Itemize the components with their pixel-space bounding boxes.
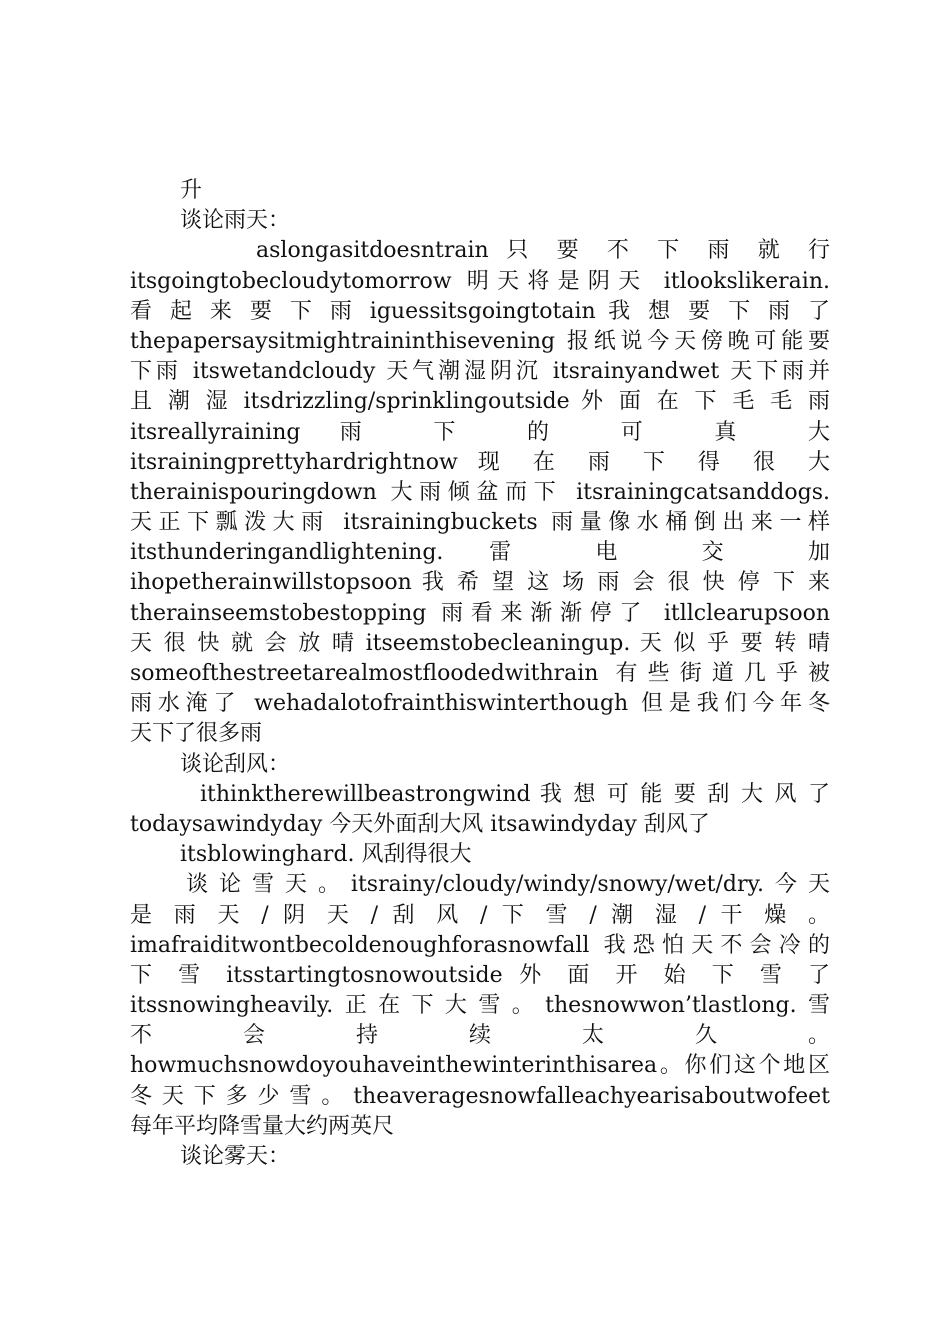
text-line: 天正下瓢泼大雨 itsrainingbuckets 雨量像水桶倒出来一样	[130, 510, 830, 536]
text-line: itsthunderingandlightening. 雷 电 交 加	[130, 540, 830, 566]
text-line: 冬天下多少雪。theaveragesnowfalleachyearisaboutwofeet	[130, 1083, 830, 1109]
text-line: itsreallyraining 雨 下 的 可 真 大	[130, 419, 830, 445]
text-line: 雨水淹了 wehadalotofrainthiswinterthough 但是我们今年冬	[130, 691, 830, 717]
text-line: 下雨 itswetandcloudy 天气潮湿阴沉 itsrainyandwet 天下雨并	[130, 359, 830, 385]
text-line: therainseemstobestopping 雨看来渐渐停了 itllclearupsoon	[130, 600, 830, 626]
text-line: ihopetherainwillstopsoon 我 希 望 这 场 雨 会 很 快 停 下 来	[130, 570, 830, 596]
text-line: 且 潮 湿 itsdrizzling/sprinklingoutside 外 面 在 下 毛 毛 雨	[130, 389, 830, 415]
text-line: itsrainingprettyhardrightnow 现 在 雨 下 得 很 大	[130, 449, 830, 475]
section-heading-snow: 谈论雪天。itsrainy/cloudy/windy/snowy/wet/dry.今天	[186, 872, 830, 898]
section-heading-fog: 谈论雾天：	[180, 1144, 291, 1169]
text-line: 天下了很多雨	[130, 721, 263, 747]
text-line: itssnowingheavily.正在下大雪。thesnowwon’tlastlong.雪	[130, 993, 830, 1019]
text-line: 升	[180, 178, 203, 203]
text-line: 不 会 持 续 太 久 。	[130, 1023, 830, 1049]
text-line: 每年平均降雪量大约两英尺	[130, 1113, 395, 1139]
text-line: thepapersaysitmightraininthisevening 报纸说今天傍晚可能要	[130, 328, 830, 354]
section-heading-wind: 谈论刮风：	[180, 751, 291, 777]
text-line: therainispouringdown 大雨倾盆而下 itsrainingcatsanddogs.	[130, 479, 830, 505]
text-line: howmuchsnowdoyouhaveinthewinterinthisarea。你们这个地区	[130, 1053, 830, 1079]
text-line: itsgoingtobecloudytomorrow 明天将是阴天 itlookslikerain.	[130, 268, 830, 294]
text-line: 看 起 来 要 下 雨 iguessitsgoingtotain 我 想 要 下 雨 了	[130, 298, 830, 324]
text-line: todaysawindyday 今天外面刮大风 itsawindyday 刮风了	[130, 811, 710, 837]
text-line: someofthestreetarealmostfloodedwithrain 有些街道几乎被	[130, 661, 830, 686]
text-line: ithinktherewillbeastrongwind 我 想 可 能 要 刮 大 风 了	[200, 781, 830, 807]
text-line: 下 雪 itsstartingtosnowoutside 外 面 开 始 下 雪 了	[130, 962, 830, 988]
text-line: imafraiditwontbecoldenoughforasnowfall 我恐怕天不会冷的	[130, 932, 830, 958]
document-body	[130, 176, 830, 1172]
text-line: 是 雨 天 / 阴 天 / 刮 风 / 下 雪 / 潮 湿 / 干 燥 。	[130, 902, 830, 928]
section-heading-rain: 谈论雨天：	[180, 208, 291, 234]
text-line: itsblowinghard. 风刮得很大	[180, 842, 472, 868]
text-line: 天 很 快 就 会 放 晴 itseemstobecleaningup. 天 似 乎 要 转 晴	[130, 630, 830, 656]
text-line: aslongasitdoesntrain 只 要 不 下 雨 就 行	[256, 238, 830, 264]
